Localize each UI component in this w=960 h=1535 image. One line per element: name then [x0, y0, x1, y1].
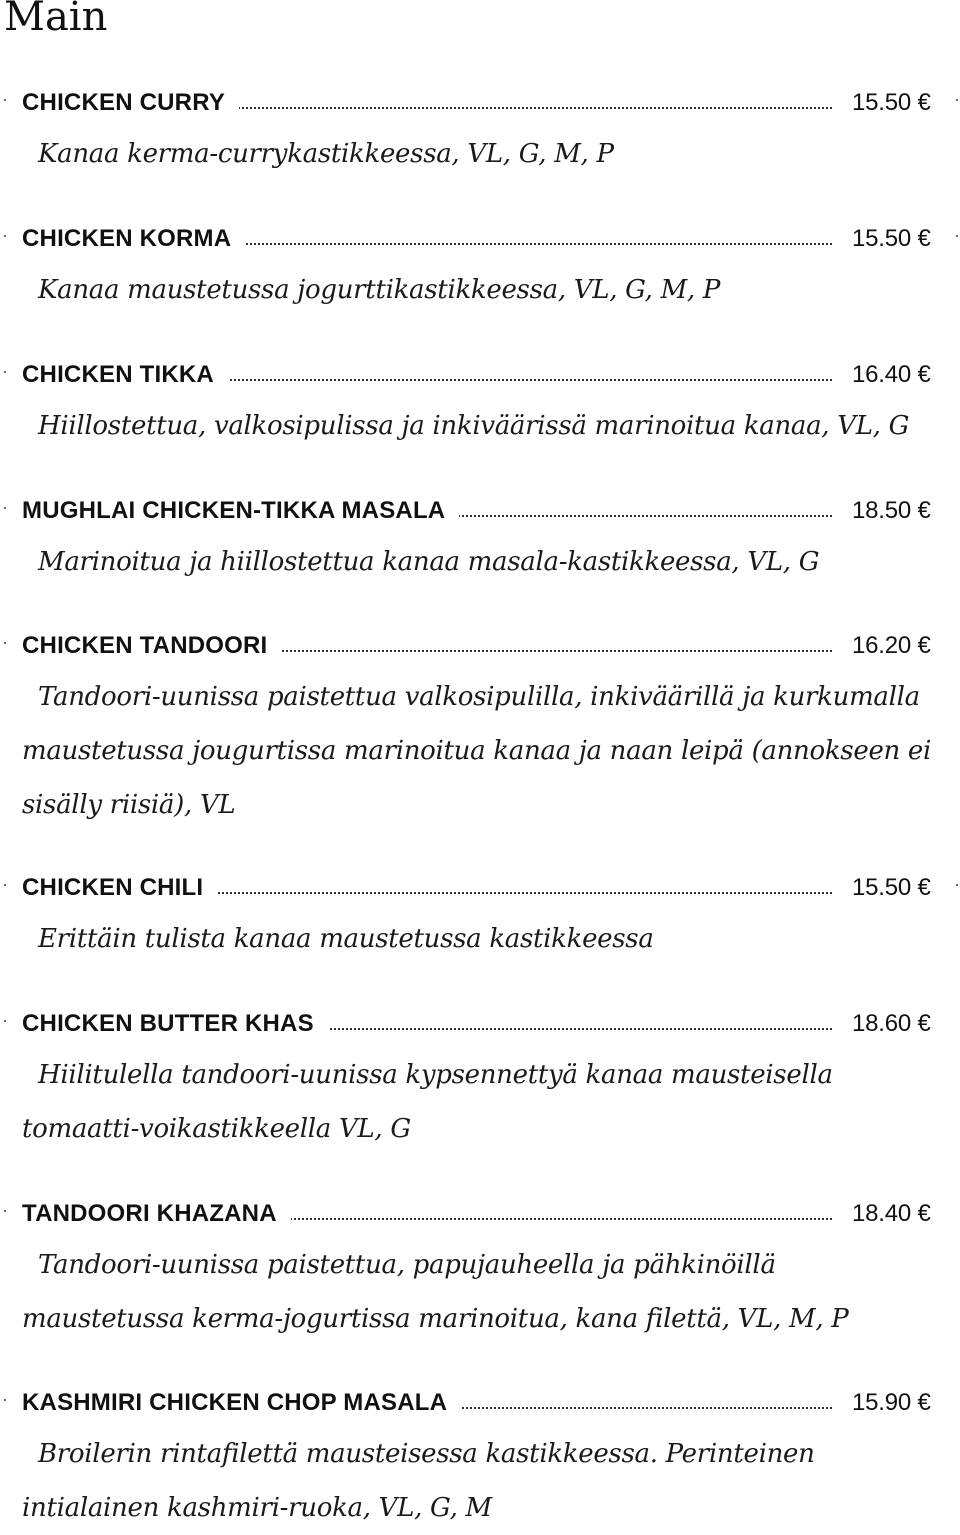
- bullet-dot: [956, 884, 958, 886]
- dish-name: MUGHLAI CHICKEN-TIKKA MASALA: [22, 495, 459, 527]
- dish-description: Marinoitua ja hiillostettua kanaa masala-kastikkeessa, VL, G: [38, 547, 820, 577]
- menu-item-header: [0, 630, 960, 662]
- dish-description: Tandoori-uunissa paistettua valkosipulilla, inkiväärillä ja kurkumalla maustetussa jougurtissa marinoitua kanaa ja naan leipä (annokseen ei sisälly riisiä), VL: [22, 682, 932, 820]
- menu-item-chicken-curry: [0, 87, 960, 181]
- dish-price: 18.40 €: [852, 1200, 931, 1227]
- dish-price: 15.90 €: [852, 1389, 931, 1416]
- dish-price: 16.40 €: [852, 361, 931, 388]
- dish-price: 15.50 €: [852, 225, 931, 252]
- bullet-dot: [4, 1399, 6, 1401]
- bullet-dot: [4, 371, 6, 373]
- menu-item-header: [0, 872, 960, 904]
- menu-item-header: [0, 1198, 960, 1230]
- dish-name: CHICKEN KORMA: [22, 223, 245, 255]
- dish-description: Erittäin tulista kanaa maustetussa kastikkeessa: [38, 924, 654, 954]
- dish-price: 15.50 €: [852, 89, 931, 116]
- dish-description: Tandoori-uunissa paistettua, papujauheella ja pähkinöillä maustetussa kerma-jogurtissa marinoitua, kana filettä, VL, M, P: [22, 1250, 849, 1334]
- menu-item-chicken-tandoori: [0, 630, 960, 832]
- menu-item-kashmiri-chicken-chop-masala: [0, 1387, 960, 1535]
- bullet-dot: [4, 99, 6, 101]
- dish-name: CHICKEN CURRY: [22, 87, 239, 119]
- menu-item-header: [0, 1008, 960, 1040]
- menu-item-header: [0, 359, 960, 391]
- menu-item-tandoori-khazana: [0, 1198, 960, 1346]
- bullet-dot: [956, 235, 958, 237]
- bullet-dot: [4, 235, 6, 237]
- dish-name: TANDOORI KHAZANA: [22, 1198, 291, 1230]
- dish-price: 15.50 €: [852, 874, 931, 901]
- menu-item-chicken-butter-khas: [0, 1008, 960, 1156]
- dish-name: CHICKEN TIKKA: [22, 359, 228, 391]
- menu-item-mughlai-chicken-tikka-masala: [0, 495, 960, 589]
- dish-name: CHICKEN CHILI: [22, 872, 217, 904]
- menu-item-chicken-chili: [0, 872, 960, 966]
- bullet-dot: [956, 99, 958, 101]
- bullet-dot: [4, 642, 6, 644]
- menu-item-chicken-tikka: [0, 359, 960, 453]
- dish-description: Broilerin rintafilettä mausteisessa kastikkeessa. Perinteinen intialainen kashmiri-ruoka, VL, G, M: [22, 1439, 815, 1523]
- dish-description: Kanaa maustetussa jogurttikastikkeessa, VL, G, M, P: [38, 275, 721, 305]
- dish-description: Hiillostettua, valkosipulissa ja inkiväärissä marinoitua kanaa, VL, G: [38, 411, 910, 441]
- menu-item-header: [0, 495, 960, 527]
- dish-name: KASHMIRI CHICKEN CHOP MASALA: [22, 1387, 461, 1419]
- dish-description: Kanaa kerma-currykastikkeessa, VL, G, M, P: [38, 139, 614, 169]
- dish-price: 18.60 €: [852, 1010, 931, 1037]
- dish-name: CHICKEN TANDOORI: [22, 630, 281, 662]
- bullet-dot: [4, 884, 6, 886]
- dish-price: 18.50 €: [852, 497, 931, 524]
- page-title: Main: [4, 0, 108, 40]
- menu-item-header: [0, 87, 960, 119]
- menu-item-header: [0, 1387, 960, 1419]
- bullet-dot: [4, 1020, 6, 1022]
- bullet-dot: [4, 507, 6, 509]
- menu-item-header: [0, 223, 960, 255]
- menu-item-chicken-korma: [0, 223, 960, 317]
- dish-name: CHICKEN BUTTER KHAS: [22, 1008, 328, 1040]
- dish-description: Hiilitulella tandoori-uunissa kypsennettyä kanaa mausteisella tomaatti-voikastikkeella VL, G: [22, 1060, 833, 1144]
- dish-price: 16.20 €: [852, 632, 931, 659]
- bullet-dot: [4, 1210, 6, 1212]
